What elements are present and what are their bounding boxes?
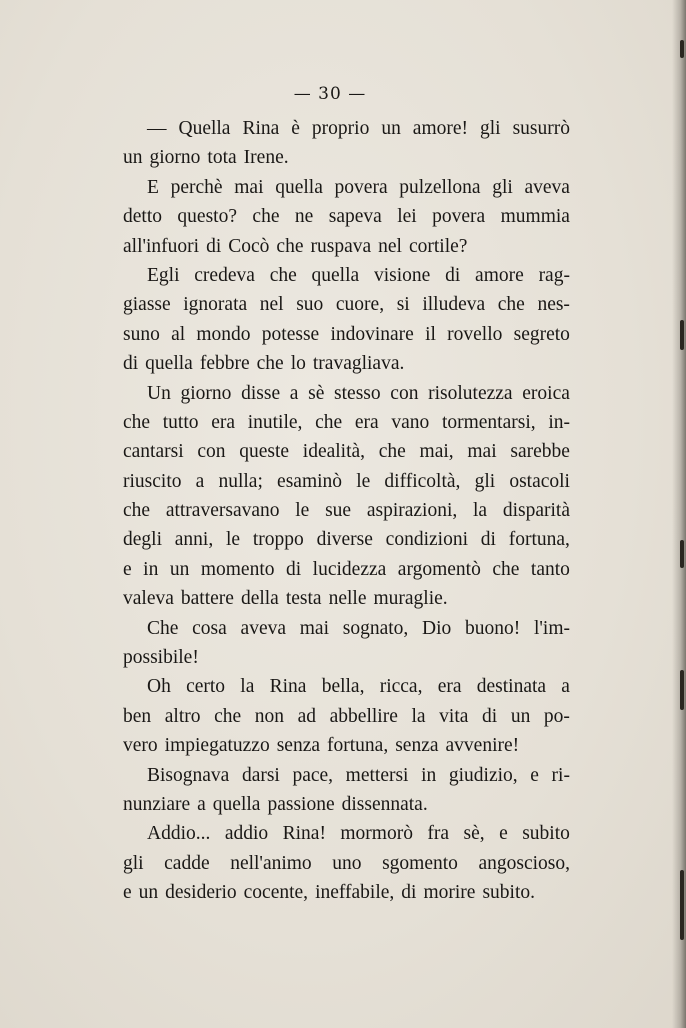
edge-mark — [680, 870, 684, 940]
word: tanto — [530, 558, 570, 580]
edge-mark — [680, 40, 684, 58]
word: Che — [147, 617, 179, 639]
word: amore — [475, 264, 524, 286]
word: muraglie. — [373, 588, 448, 610]
word: Cocò — [228, 235, 270, 257]
word: mai — [467, 441, 497, 463]
word: potesse — [261, 323, 320, 345]
word: ri- — [551, 764, 570, 786]
word: argomentò — [397, 558, 481, 580]
word: cadde — [164, 852, 210, 874]
word: febbre — [199, 353, 250, 375]
word: sgomento — [382, 852, 458, 874]
word: Rina — [242, 118, 280, 139]
word: testa — [285, 588, 322, 610]
text-line — [123, 232, 570, 261]
word: giorno — [149, 147, 201, 169]
word: ostacoli — [509, 470, 570, 492]
word: era — [437, 676, 462, 698]
word: esaminò — [277, 470, 343, 492]
word: E — [147, 176, 159, 198]
word: Dio — [422, 617, 452, 639]
word: a — [561, 676, 570, 698]
text-line — [123, 320, 570, 349]
word: di — [286, 558, 302, 580]
text-line — [123, 202, 570, 231]
word: nunziare — [123, 793, 191, 815]
word: mormorò — [340, 823, 413, 845]
word: le — [226, 529, 241, 551]
text-line — [123, 761, 570, 790]
word: senza — [395, 735, 439, 757]
word: che — [492, 558, 520, 580]
word: condizioni — [385, 529, 468, 551]
word: cocente, — [243, 882, 309, 904]
text-line — [123, 349, 570, 378]
word: che — [252, 206, 280, 228]
word: lei — [397, 206, 417, 228]
text-line — [123, 702, 570, 731]
word: susurrò — [512, 118, 570, 139]
word: segreto — [513, 323, 570, 345]
word: giorno — [180, 382, 232, 404]
word: stesso — [334, 382, 381, 404]
word: mai — [299, 617, 329, 639]
word: che — [123, 500, 151, 522]
text-line — [123, 849, 570, 878]
word: Addio... — [147, 823, 211, 845]
word: che — [276, 235, 304, 257]
word: ruspava — [310, 235, 372, 257]
word: vita — [439, 705, 469, 727]
word: idealità, — [302, 441, 366, 463]
word: addio — [224, 823, 269, 845]
word: nelle — [328, 588, 367, 610]
word: fra — [427, 823, 450, 845]
word: a — [289, 382, 299, 404]
word: con — [197, 441, 226, 463]
word: ricca, — [379, 676, 423, 698]
word: un — [381, 118, 401, 139]
word: un — [510, 705, 531, 727]
word: aveva — [240, 617, 287, 639]
word: travagliava. — [312, 353, 405, 375]
word: di — [480, 529, 496, 551]
word: che — [214, 705, 242, 727]
word: bella, — [321, 676, 365, 698]
word: le — [356, 470, 371, 492]
word: tota — [207, 147, 237, 169]
word: queste — [239, 441, 290, 463]
word: e — [123, 882, 132, 904]
word: di — [206, 235, 222, 257]
word: la — [240, 676, 255, 698]
word: uno — [332, 852, 362, 874]
text-line — [123, 878, 570, 907]
word: detto — [123, 206, 162, 228]
word: quella — [275, 176, 323, 198]
word: Irene. — [243, 147, 289, 169]
word: in — [421, 764, 437, 786]
word: che — [315, 411, 343, 433]
word: tormentarsi, — [441, 411, 536, 433]
word: riuscito — [123, 470, 182, 492]
edge-mark — [680, 540, 684, 568]
word: credeva — [194, 264, 255, 286]
word: di — [482, 705, 498, 727]
word: vano — [391, 411, 430, 433]
word: risolutezza — [428, 382, 513, 404]
word: gli — [480, 118, 501, 139]
word: era — [211, 411, 236, 433]
word: rag- — [538, 264, 570, 286]
word: in- — [548, 411, 570, 433]
word: gli — [492, 176, 513, 198]
word: subito. — [482, 882, 536, 904]
word: a — [197, 793, 206, 815]
word: che — [378, 441, 406, 463]
text-line — [123, 114, 570, 143]
word: pace, — [292, 764, 334, 786]
word: momento — [200, 558, 275, 580]
word: e — [499, 823, 508, 845]
word: cuore, — [335, 294, 385, 316]
edge-mark — [680, 670, 684, 710]
word: mai — [234, 176, 264, 198]
word: lucidezza — [312, 558, 387, 580]
body-text — [123, 114, 570, 908]
word: certo — [186, 676, 226, 698]
word: darsi — [241, 764, 280, 786]
word: nell'animo — [230, 852, 312, 874]
word: un — [138, 882, 159, 904]
word: po- — [543, 705, 570, 727]
word: difficoltà, — [384, 470, 461, 492]
word: abbellire — [329, 705, 398, 727]
text-line — [123, 643, 570, 672]
word: cosa — [192, 617, 227, 639]
word: ignorata — [183, 294, 248, 316]
word: battere — [180, 588, 234, 610]
word: illudeva — [422, 294, 486, 316]
word: avvenire! — [445, 735, 520, 757]
word: attraversavano — [165, 500, 280, 522]
text-line — [123, 379, 570, 408]
word: all'infuori — [123, 235, 200, 257]
word: passione — [267, 793, 335, 815]
word: Rina — [269, 676, 307, 698]
word: — — [147, 118, 167, 139]
text-line — [123, 555, 570, 584]
word: amore! — [412, 118, 469, 139]
word: anni, — [174, 529, 214, 551]
word: Oh — [147, 676, 171, 698]
word: era — [354, 411, 379, 433]
text-line — [123, 143, 570, 172]
word: al — [171, 323, 186, 345]
word: lo — [290, 353, 306, 375]
word: povera — [334, 176, 388, 198]
word: si — [396, 294, 410, 316]
word: mettersi — [345, 764, 409, 786]
word: morire — [423, 882, 476, 904]
word: suo — [296, 294, 324, 316]
word: giasse — [123, 294, 171, 316]
word: un — [123, 147, 143, 169]
word: suno — [123, 323, 160, 345]
word: che — [269, 264, 297, 286]
word: buono! — [465, 617, 521, 639]
word: che — [123, 411, 151, 433]
word: Quella — [178, 118, 231, 139]
text-line — [123, 290, 570, 319]
word: impiegatuzzo — [164, 735, 270, 757]
word: gli — [123, 852, 144, 874]
text-line — [123, 467, 570, 496]
word: diverse — [316, 529, 373, 551]
word: Rina! — [282, 823, 326, 845]
word: in — [143, 558, 159, 580]
word: quella — [311, 264, 360, 286]
text-line — [123, 672, 570, 701]
word: quella — [212, 793, 261, 815]
word: a — [195, 470, 205, 492]
word: troppo — [252, 529, 304, 551]
word: altro — [164, 705, 201, 727]
word: il — [425, 323, 436, 345]
word: visione — [373, 264, 431, 286]
word: perchè — [170, 176, 223, 198]
word: di — [123, 353, 139, 375]
word: con — [390, 382, 419, 404]
word: disparità — [502, 500, 570, 522]
word: che — [497, 294, 525, 316]
word: nel — [259, 294, 284, 316]
word: nes- — [537, 294, 570, 316]
word: proprio — [311, 118, 370, 139]
text-line — [123, 614, 570, 643]
word: mondo — [196, 323, 251, 345]
word: sognato, — [342, 617, 409, 639]
word: questo? — [177, 206, 237, 228]
word: che — [256, 353, 284, 375]
word: povera — [432, 206, 486, 228]
word: le — [295, 500, 310, 522]
word: gli — [474, 470, 496, 492]
word: sapeva — [328, 206, 382, 228]
word: desiderio — [165, 882, 237, 904]
text-line — [123, 173, 570, 202]
word: mai, — [419, 441, 454, 463]
word: sè — [308, 382, 325, 404]
text-line — [123, 790, 570, 819]
word: di — [401, 882, 417, 904]
text-line — [123, 496, 570, 525]
word: di — [445, 264, 461, 286]
word: aveva — [524, 176, 570, 198]
word: la — [411, 705, 426, 727]
word: ineffabile, — [315, 882, 395, 904]
word: giudizio, — [448, 764, 518, 786]
word: pulzellona — [399, 176, 481, 198]
word: cortile? — [408, 235, 468, 257]
word: ben — [123, 705, 152, 727]
word: nulla; — [218, 470, 263, 492]
word: è — [291, 118, 300, 139]
word: nel — [378, 235, 402, 257]
word: possibile! — [123, 647, 199, 669]
word: un — [169, 558, 190, 580]
word: destinata — [476, 676, 547, 698]
word: dissennata. — [341, 793, 428, 815]
text-line — [123, 819, 570, 848]
word: angoscioso, — [478, 852, 570, 874]
word: sè, — [463, 823, 485, 845]
word: degli — [123, 529, 162, 551]
word: fortuna, — [327, 735, 389, 757]
text-line — [123, 525, 570, 554]
word: Egli — [147, 264, 180, 286]
word: tutto — [162, 411, 199, 433]
text-line — [123, 408, 570, 437]
page-number: — 30 — — [293, 84, 367, 104]
word: indovinare — [330, 323, 414, 345]
text-line — [123, 261, 570, 290]
word: disse — [241, 382, 281, 404]
text-line — [123, 584, 570, 613]
edge-mark — [680, 320, 684, 350]
word: ad — [297, 705, 317, 727]
word: della — [240, 588, 279, 610]
word: cantarsi — [123, 441, 184, 463]
word: Un — [147, 382, 171, 404]
word: subito — [522, 823, 570, 845]
word: valeva — [123, 588, 174, 610]
word: non — [254, 705, 285, 727]
word: Bisognava — [147, 764, 230, 786]
word: senza — [276, 735, 321, 757]
word: mummia — [500, 206, 570, 228]
word: rovello — [447, 323, 503, 345]
word: eroica — [522, 382, 570, 404]
word: inutile, — [247, 411, 303, 433]
word: e — [123, 558, 132, 580]
word: quella — [145, 353, 193, 375]
text-line — [123, 437, 570, 466]
word: vero — [123, 735, 158, 757]
word: fortuna, — [508, 529, 570, 551]
word: e — [530, 764, 539, 786]
word: ne — [294, 206, 314, 228]
word: la — [473, 500, 488, 522]
word: sue — [325, 500, 352, 522]
word: sarebbe — [510, 441, 570, 463]
text-line — [123, 731, 570, 760]
word: aspirazioni, — [366, 500, 458, 522]
word: l'im- — [533, 617, 570, 639]
